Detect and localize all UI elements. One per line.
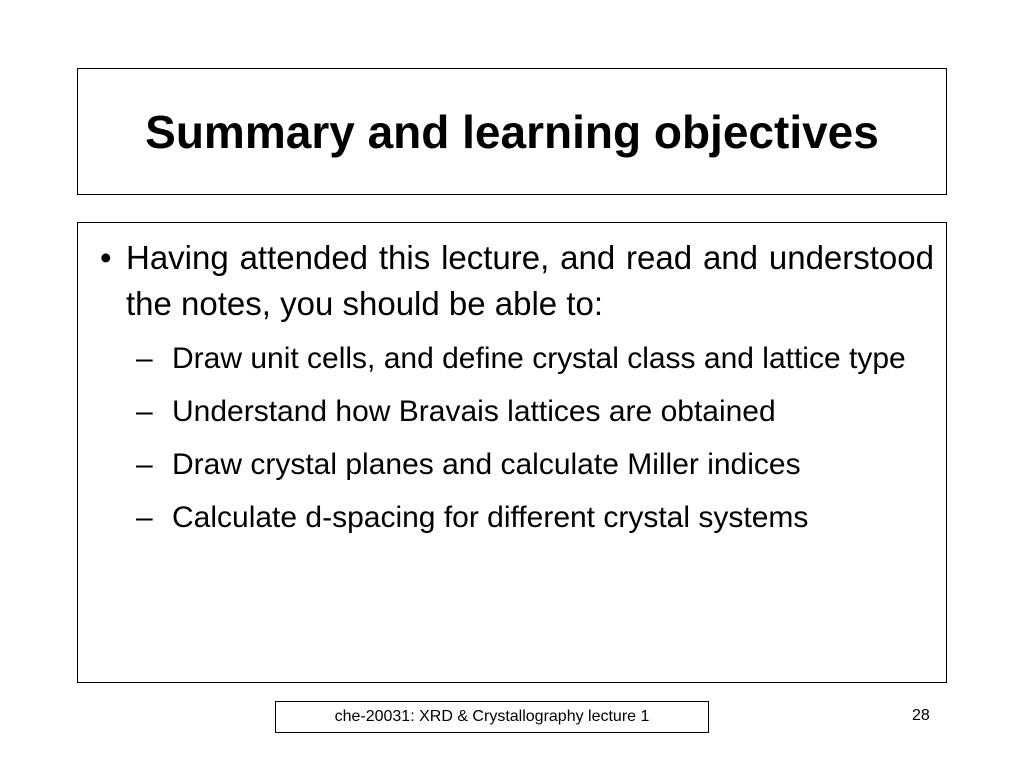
list-item bbox=[136, 496, 934, 539]
list-item bbox=[136, 337, 934, 380]
list-item-text: Understand how Bravais lattices are obtained bbox=[172, 395, 776, 428]
footer-text: che-20031: XRD & Crystallography lecture 1 bbox=[334, 708, 650, 725]
bullet-mark: • bbox=[100, 239, 112, 276]
dash-mark: – bbox=[136, 501, 153, 534]
list-item-text: Calculate d-spacing for different crystal systems bbox=[172, 501, 809, 534]
footer-label bbox=[275, 701, 709, 733]
objectives-list bbox=[90, 337, 934, 539]
main-bullet-text: Having attended this lecture, and read and understood the notes, you should be able to: bbox=[126, 239, 934, 322]
title-box bbox=[77, 68, 947, 195]
main-bullet bbox=[90, 235, 934, 327]
list-item bbox=[136, 390, 934, 433]
dash-mark: – bbox=[136, 395, 153, 428]
dash-mark: – bbox=[136, 342, 153, 375]
list-item-text: Draw unit cells, and define crystal class and lattice type bbox=[172, 342, 906, 375]
content-box bbox=[77, 222, 947, 683]
list-item bbox=[136, 443, 934, 486]
page-number: 28 bbox=[912, 707, 930, 724]
slide-title: Summary and learning objectives bbox=[145, 105, 879, 158]
list-item-text: Draw crystal planes and calculate Miller indices bbox=[172, 448, 801, 481]
dash-mark: – bbox=[136, 448, 153, 481]
